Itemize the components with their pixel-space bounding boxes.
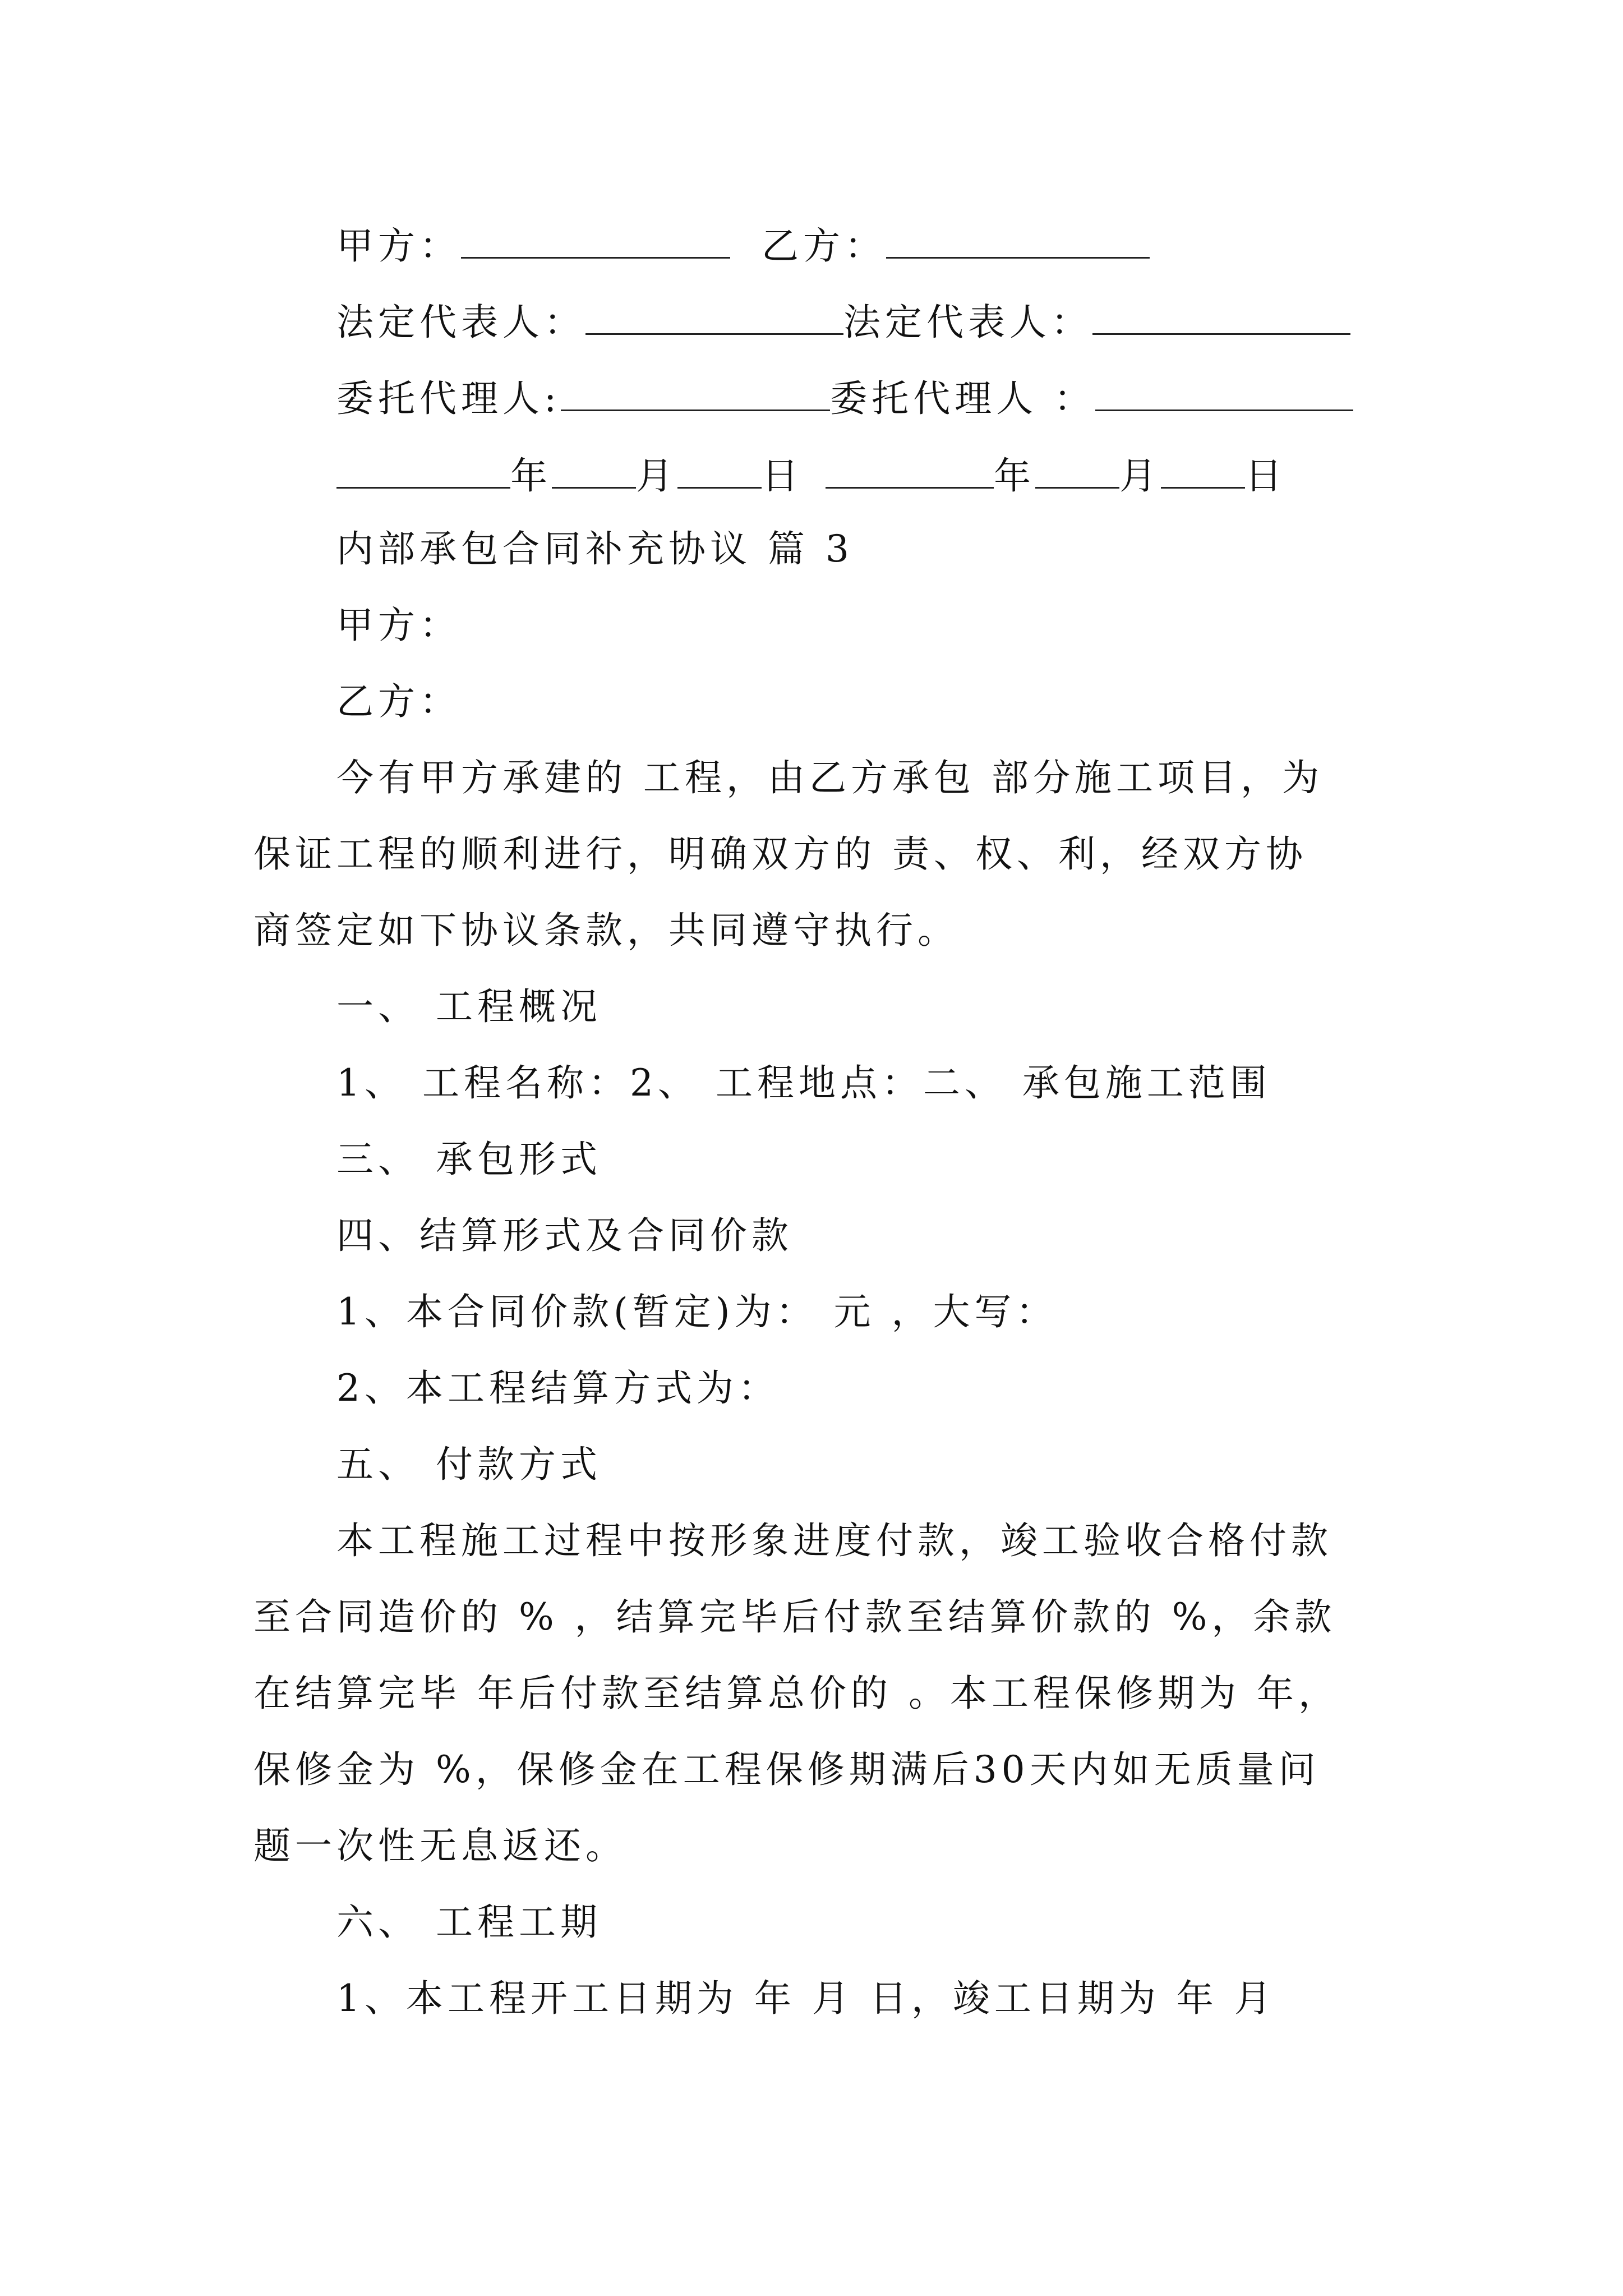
preamble-line-2: 保证工程的顺利进行，明确双方的 责、权、利，经双方协 bbox=[253, 832, 1307, 876]
date-a-month: 月 bbox=[636, 454, 677, 498]
date-b-year: 年 bbox=[994, 454, 1035, 498]
legal-rep-a-blank bbox=[585, 301, 843, 335]
clause-3-heading: 三、 承包形式 bbox=[336, 1138, 602, 1181]
agent-b-label: 委托代理人 ： bbox=[830, 377, 1096, 420]
date-b-month: 月 bbox=[1119, 454, 1161, 498]
clause-4-heading: 四、结算形式及合同价款 bbox=[336, 1214, 793, 1257]
party-a-sign-label: 甲方： bbox=[336, 224, 461, 268]
party-a-line: 甲方： bbox=[336, 604, 461, 647]
legal-rep-a-label: 法定代表人： bbox=[336, 301, 585, 344]
party-b-sign-label: 乙方： bbox=[762, 224, 886, 268]
signature-party-row bbox=[336, 224, 1150, 268]
date-a-year-blank bbox=[336, 454, 510, 489]
preamble-line-1: 今有甲方承建的 工程，由乙方承包 部分施工项目，为 bbox=[336, 756, 1324, 799]
clause-6-heading: 六、 工程工期 bbox=[336, 1901, 602, 1944]
agent-a-label: 委托代理人: bbox=[336, 377, 561, 420]
clause-1-items: 1、 工程名称：2、 工程地点：二、 承包施工范围 bbox=[336, 1061, 1271, 1105]
clause-5-para-line-1: 本工程施工过程中按形象进度付款，竣工验收合格付款 bbox=[336, 1519, 1332, 1562]
clause-5-para-line-2: 至合同造价的 % ，结算完毕后付款至结算价款的 %，余款 bbox=[253, 1595, 1336, 1639]
clause-5-para-line-3: 在结算完毕 年后付款至结算总价的 。本工程保修期为 年， bbox=[253, 1672, 1340, 1715]
clause-5-para-line-5: 题一次性无息返还。 bbox=[253, 1824, 627, 1867]
date-b-year-blank bbox=[826, 454, 994, 489]
clause-5-para-line-4: 保修金为 %，保修金在工程保修期满后30天内如无质量问 bbox=[253, 1748, 1320, 1791]
signature-legal-rep-row bbox=[336, 301, 1350, 344]
preamble-line-3: 商签定如下协议条款，共同遵守执行。 bbox=[253, 909, 959, 952]
party-a-sign-blank bbox=[461, 224, 730, 259]
signature-agent-row bbox=[336, 377, 1353, 420]
clause-1-heading: 一、 工程概况 bbox=[336, 985, 602, 1028]
clause-4-item-2: 2、本工程结算方式为： bbox=[336, 1366, 780, 1410]
legal-rep-b-blank bbox=[1092, 301, 1350, 335]
date-a-year: 年 bbox=[510, 454, 552, 498]
party-b-sign-blank bbox=[886, 224, 1150, 259]
agent-b-blank bbox=[1095, 377, 1353, 411]
clause-4-item-1: 1、本合同价款(暂定)为： 元 ，大写： bbox=[336, 1290, 1058, 1333]
date-b-day: 日 bbox=[1245, 454, 1287, 498]
date-b-day-blank bbox=[1161, 454, 1245, 489]
date-a-month-blank bbox=[552, 454, 636, 489]
date-a-day-blank bbox=[677, 454, 762, 489]
signature-date-row bbox=[336, 454, 1287, 498]
section-title: 内部承包合同补充协议 篇 3 bbox=[336, 527, 854, 570]
date-b-month-blank bbox=[1035, 454, 1119, 489]
party-b-line: 乙方： bbox=[336, 680, 461, 723]
legal-rep-b-label: 法定代表人： bbox=[843, 301, 1092, 344]
clause-5-heading: 五、 付款方式 bbox=[336, 1443, 602, 1486]
clause-6-item-1: 1、本工程开工日期为 年 月 日，竣工日期为 年 月 bbox=[336, 1977, 1276, 2020]
date-a-day: 日 bbox=[762, 454, 803, 498]
agent-a-blank bbox=[561, 377, 830, 411]
